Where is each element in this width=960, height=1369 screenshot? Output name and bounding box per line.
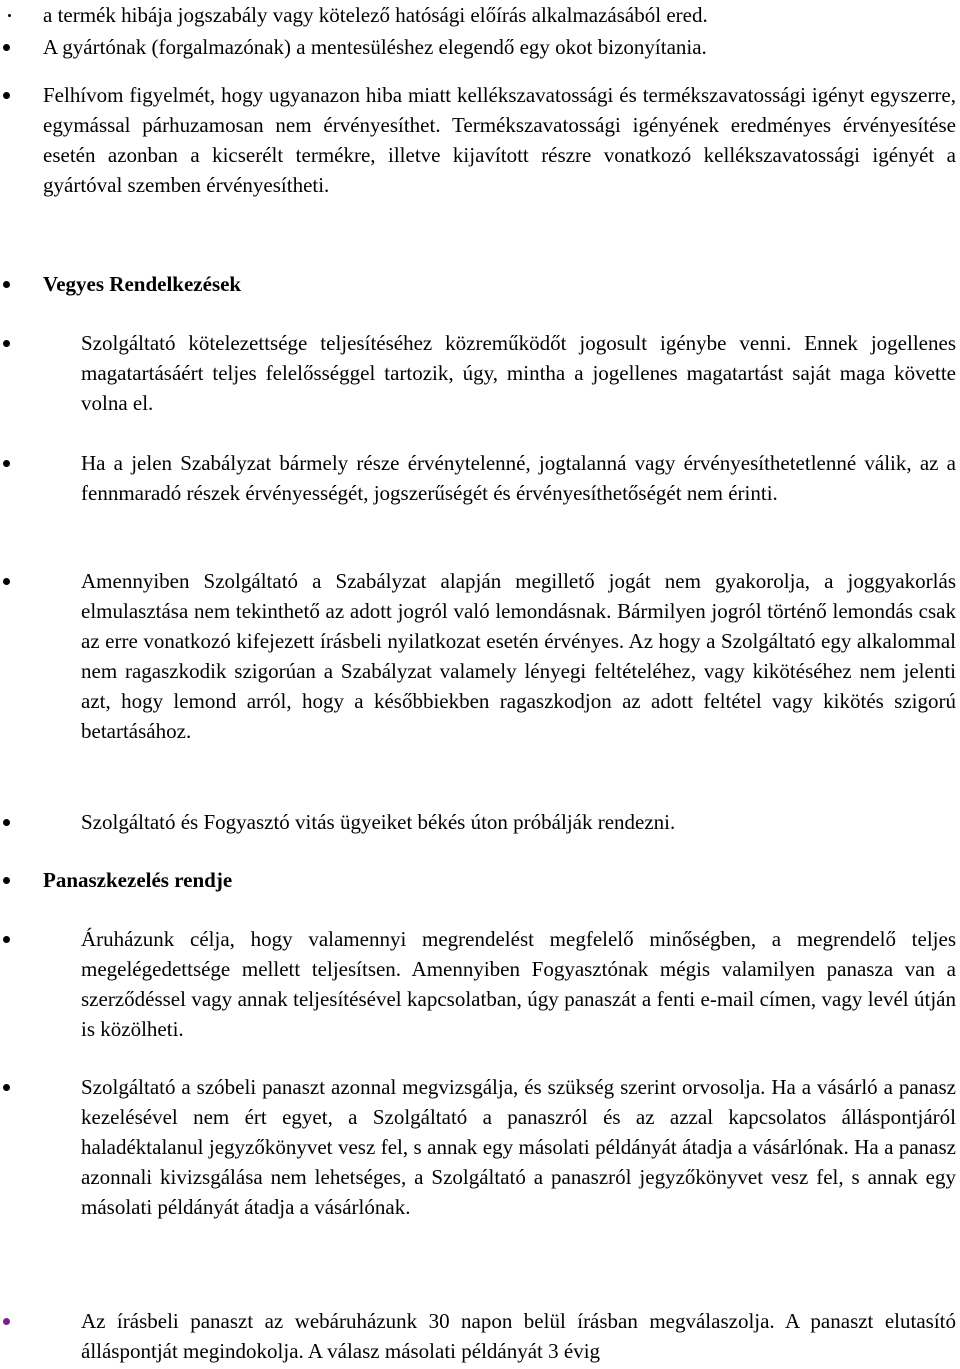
list-item	[0, 1306, 956, 1366]
section-heading: Vegyes Rendelkezések	[43, 272, 242, 296]
list-item	[6, 0, 956, 30]
bullet-dot	[3, 877, 10, 884]
list-item	[0, 1072, 956, 1222]
paragraph: A gyártónak (forgalmazónak) a mentesüléshez elegendő egy okot bizonyítania.	[43, 35, 707, 59]
list-item	[0, 807, 956, 837]
paragraph: Szolgáltató kötelezettsége teljesítéséhez közreműködőt jogosult igénybe venni. Ennek jogellenes magatartásáért teljes felelősséggel tartozik, úgy, mintha a jogellenes magatartást saját maga követte volna el.	[81, 331, 956, 415]
bullet-dot	[8, 14, 11, 17]
list-item	[0, 566, 956, 746]
bullet-dot	[3, 281, 10, 288]
paragraph: Az írásbeli panaszt az webáruházunk 30 napon belül írásban megválaszolja. A panaszt elutasító álláspontját megindokolja. A válasz másolati példányát 3 évig	[81, 1309, 956, 1363]
section-heading: Panaszkezelés rendje	[43, 868, 233, 892]
paragraph: Amennyiben Szolgáltató a Szabályzat alapján megillető jogát nem gyakorolja, a joggyakorlás elmulasztása nem tekinthető az adott jogról való lemondásnak. Bármilyen jogról történő lemondás csak az erre vonatkozó kifejezett írásbeli nyilatkozat esetén érvényes. Az hogy a Szolgáltató egy alkalommal nem ragaszkodik szigorúan a Szabályzat valamely lényegi feltételéhez, vagy kikötéséhez nem jelenti azt, hogy lemond arról, hogy a későbbiekben ragaszkodjon az adott feltétel vagy kikötés szigorú betartásához.	[81, 569, 956, 743]
bullet-dot	[3, 460, 10, 467]
list-item	[0, 924, 956, 1044]
section-heading-item	[0, 269, 956, 299]
bullet-dot	[3, 819, 10, 826]
bullet-dot	[3, 936, 10, 943]
list-item	[0, 328, 956, 418]
bullet-dot	[3, 92, 10, 99]
list-item	[0, 80, 956, 200]
bullet-dot	[3, 44, 10, 51]
paragraph: Szolgáltató és Fogyasztó vitás ügyeiket békés úton próbálják rendezni.	[81, 810, 676, 834]
list-item	[0, 448, 956, 508]
paragraph: Szolgáltató a szóbeli panaszt azonnal megvizsgálja, és szükség szerint orvosolja. Ha a vásárló a panasz kezelésével nem ért egyet, a Szolgáltató a panaszról és az azzal kapcsolatos álláspontjáról haladéktalanul jegyzőkönyvet vesz fel, s annak egy másolati példányát átadja a vásárlónak. Ha a panasz azonnali kivizsgálása nem lehetséges, a Szolgáltató a panaszról jegyzőkönyvet vesz fel, s annak egy másolati példányát átadja a vásárlónak.	[81, 1075, 956, 1219]
section-heading-item	[0, 865, 956, 895]
bullet-dot	[3, 1084, 10, 1091]
paragraph: Felhívom figyelmét, hogy ugyanazon hiba miatt kellékszavatossági és termékszavatossági igényt egyszerre, egymással párhuzamosan nem érvényesíthet. Termékszavatossági igényének eredményes érvényesítése esetén azonban a kicserélt termékre, illetve kijavított részre vonatkozó kellékszavatossági igényét a gyártóval szemben érvényesítheti.	[43, 83, 956, 197]
bullet-dot	[3, 1318, 10, 1325]
paragraph: Ha a jelen Szabályzat bármely része érvénytelenné, jogtalanná vagy érvényesíthetetlenné válik, az a fennmaradó részek érvényességét, jogszerűségét és érvényesíthetőségét nem érinti.	[81, 451, 956, 505]
bullet-dot	[3, 578, 10, 585]
paragraph: Áruházunk célja, hogy valamennyi megrendelést megfelelő minőségben, a megrendelő teljes megelégedettsége mellett teljesítsen. Amennyiben Fogyasztónak mégis valamilyen panasza van a szerződéssel vagy annak teljesítésével kapcsolatban, úgy panaszát a fenti e-mail címen, vagy levél útján is közölheti.	[81, 927, 956, 1041]
bullet-dot	[3, 340, 10, 347]
list-item	[0, 32, 956, 62]
paragraph: a termék hibája jogszabály vagy kötelező hatósági előírás alkalmazásából ered.	[43, 3, 708, 27]
